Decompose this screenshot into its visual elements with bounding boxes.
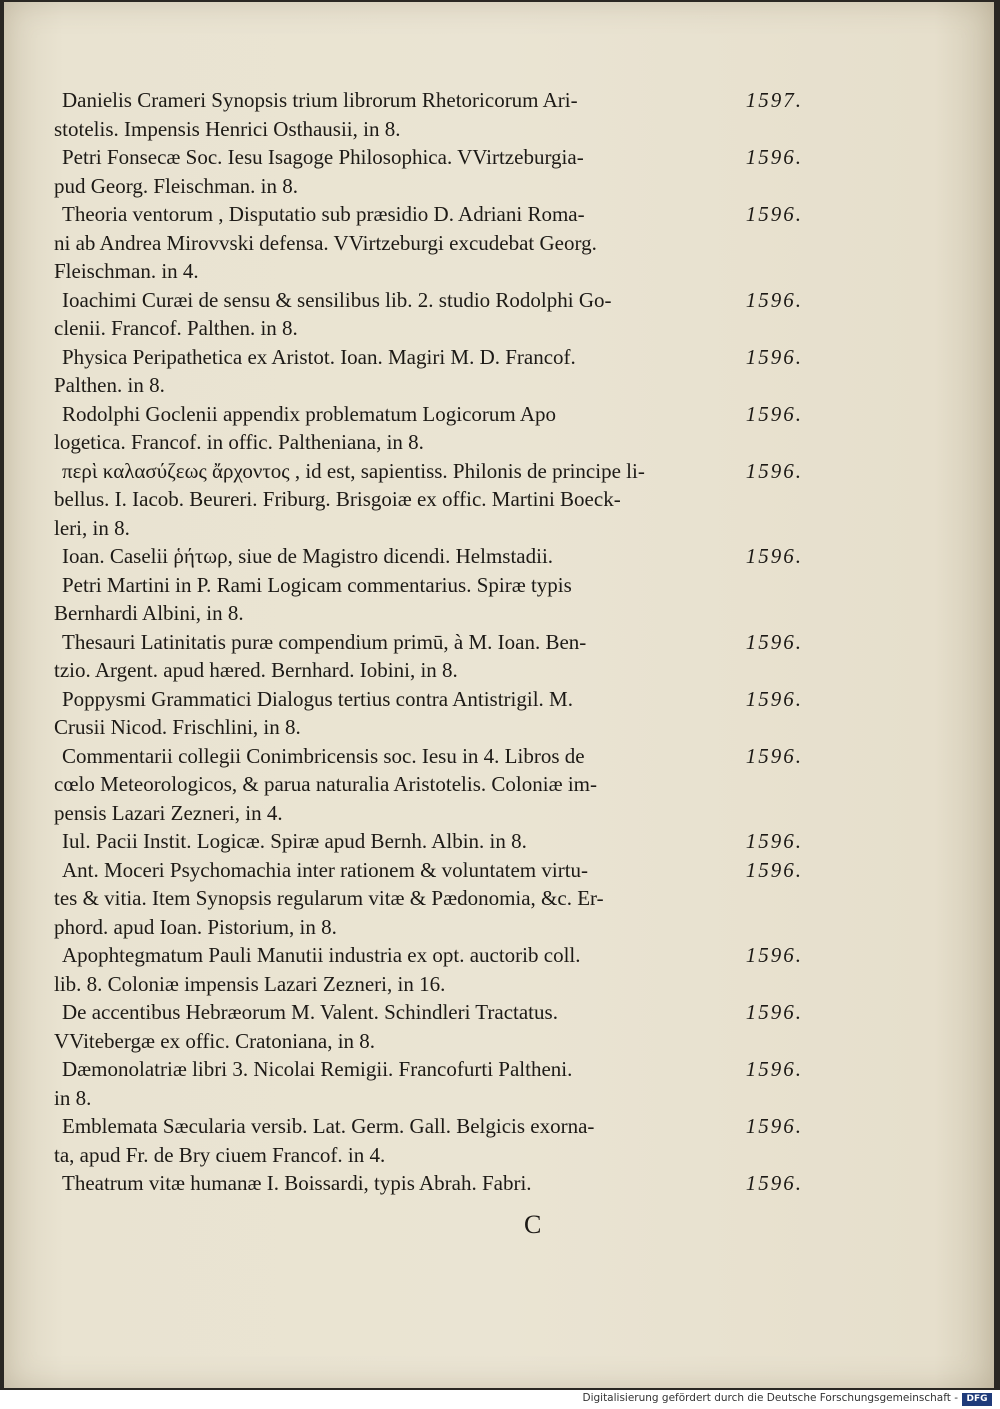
bibliography-list xyxy=(54,86,803,1198)
entry-year: 1596. xyxy=(745,544,803,568)
entry-line: tzio. Argent. apud hæred. Bernhard. Iobini, in 8. xyxy=(54,658,458,682)
dfg-logo: DFG xyxy=(962,1393,992,1406)
bibliography-entry xyxy=(54,457,803,543)
bibliography-entry xyxy=(54,628,803,685)
entry-year: 1596. xyxy=(745,1000,803,1024)
entry-line: stotelis. Impensis Henrici Osthausii, in 8. xyxy=(54,116,401,141)
entry-line: ta, apud Fr. de Bry ciuem Francof. in 4. xyxy=(54,1142,386,1167)
bibliography-entry xyxy=(54,1055,803,1112)
entry-line: Theatrum vitæ humanæ I. Boissardi, typis Abrah. Fabri. xyxy=(62,1171,532,1195)
bibliography-entry xyxy=(54,685,803,742)
entry-year: 1596. xyxy=(745,743,803,768)
bibliography-entry xyxy=(54,86,803,143)
entry-year: 1596. xyxy=(745,287,803,312)
bibliography-entry xyxy=(54,742,803,828)
entry-line: Emblemata Sæcularia versib. Lat. Germ. Gall. Belgicis exorna- xyxy=(62,1114,595,1138)
bibliography-entry xyxy=(54,1112,803,1169)
entry-line: cœlo Meteorologicos, & parua naturalia Aristotelis. Coloniæ im- xyxy=(54,772,597,796)
entry-line: clenii. Francof. Palthen. in 8. xyxy=(54,316,298,340)
entry-line: Fleischman. in 4. xyxy=(54,259,199,283)
entry-line: in 8. xyxy=(54,1085,92,1110)
entry-line: Dæmonolatriæ libri 3. Nicolai Remigii. Francofurti Paltheni. xyxy=(62,1057,573,1081)
bibliography-entry xyxy=(54,827,803,856)
entry-year: 1596. xyxy=(745,145,803,169)
footer-bar xyxy=(0,1390,1000,1409)
entry-line: lib. 8. Coloniæ impensis Lazari Zezneri, in 16. xyxy=(54,971,446,996)
footer-credit-text: Digitalisierung gefördert durch die Deutsche Forschungsgemeinschaft - xyxy=(582,1392,958,1404)
entry-line: Ioachimi Curæi de sensu & sensilibus lib. 2. studio Rodolphi Go- xyxy=(62,287,612,312)
entry-line: pud Georg. Fleischman. in 8. xyxy=(54,173,299,198)
entry-line: ni ab Andrea Mirovvski defensa. VVirtzeburgi excudebat Georg. xyxy=(54,230,597,255)
entry-line: phord. apud Ioan. Pistorium, in 8. xyxy=(54,914,337,939)
bibliography-entry xyxy=(54,143,803,200)
entry-year: 1596. xyxy=(745,1171,803,1195)
bibliography-entry xyxy=(54,542,803,571)
entry-line: Palthen. in 8. xyxy=(54,373,165,397)
bibliography-entry xyxy=(54,286,803,343)
bibliography-entry xyxy=(54,941,803,998)
entry-year: 1596. xyxy=(745,401,803,426)
entry-year: 1596. xyxy=(745,1057,803,1081)
entry-year: 1596. xyxy=(745,857,803,882)
entry-year: 1597. xyxy=(745,88,803,112)
entry-line: logetica. Francof. in offic. Paltheniana, in 8. xyxy=(54,430,424,454)
signature-mark: C xyxy=(524,1210,542,1239)
entry-line: Iul. Pacii Instit. Logicæ. Spiræ apud Bernh. Albin. in 8. xyxy=(62,829,527,853)
bibliography-entry xyxy=(54,1169,803,1198)
entry-line: Ant. Moceri Psychomachia inter rationem & voluntatem virtu- xyxy=(62,857,589,882)
entry-year: 1596. xyxy=(745,202,803,226)
bibliography-entry xyxy=(54,856,803,942)
entry-line: Poppysmi Grammatici Dialogus tertius contra Antistrigil. M. xyxy=(62,686,573,711)
bibliography-entry xyxy=(54,571,789,628)
entry-line: Crusii Nicod. Frischlini, in 8. xyxy=(54,715,301,739)
entry-year: 1596. xyxy=(745,458,803,483)
entry-line: pensis Lazari Zezneri, in 4. xyxy=(54,800,283,825)
bibliography-entry xyxy=(54,200,803,286)
entry-year: 1596. xyxy=(745,943,803,967)
entry-line: Petri Martini in P. Rami Logicam commentarius. Spiræ typis xyxy=(62,572,572,597)
entry-line: περὶ καλασύζεως ἄρχοντος , id est, sapientiss. Philonis de principe li- xyxy=(62,458,645,483)
entry-line: Physica Peripathetica ex Aristot. Ioan. Magiri M. D. Francof. xyxy=(62,344,576,369)
entry-year: 1596. xyxy=(745,1114,803,1138)
bibliography-entry xyxy=(54,400,803,457)
entry-line: tes & vitia. Item Synopsis regularum vitæ & Pædonomia, &c. Er- xyxy=(54,886,604,910)
entry-year: 1596. xyxy=(745,686,803,711)
entry-line: Petri Fonsecæ Soc. Iesu Isagoge Philosophica. VVirtzeburgia- xyxy=(62,145,584,169)
entry-line: Bernhardi Albini, in 8. xyxy=(54,601,244,625)
book-page xyxy=(4,2,994,1388)
entry-year: 1596. xyxy=(745,829,803,853)
entry-line: Rodolphi Goclenii appendix problematum Logicorum Apo xyxy=(62,401,557,426)
entry-line: Commentarii collegii Conimbricensis soc. Iesu in 4. Libros de xyxy=(62,743,585,768)
entry-line: bellus. I. Iacob. Beureri. Friburg. Brisgoiæ ex offic. Martini Boeck- xyxy=(54,487,621,511)
entry-year: 1596. xyxy=(745,344,803,369)
entry-line: Danielis Crameri Synopsis trium librorum Rhetoricorum Ari- xyxy=(62,88,578,112)
entry-line: Theoria ventorum , Disputatio sub præsidio D. Adriani Roma- xyxy=(62,202,585,226)
entry-line: Apophtegmatum Pauli Manutii industria ex opt. auctorib coll. xyxy=(62,943,581,967)
entry-line: leri, in 8. xyxy=(54,515,130,540)
entry-line: Ioan. Caselii ῥήτωρ, siue de Magistro dicendi. Helmstadii. xyxy=(62,544,554,568)
entry-line: Thesauri Latinitatis puræ compendium primū, à M. Ioan. Ben- xyxy=(62,629,587,654)
entry-year: 1596. xyxy=(745,629,803,654)
bibliography-entry xyxy=(54,998,803,1055)
entry-line: VVitebergæ ex offic. Cratoniana, in 8. xyxy=(54,1028,376,1053)
entry-line: De accentibus Hebræorum M. Valent. Schindleri Tractatus. xyxy=(62,1000,558,1024)
bibliography-entry xyxy=(54,343,803,400)
